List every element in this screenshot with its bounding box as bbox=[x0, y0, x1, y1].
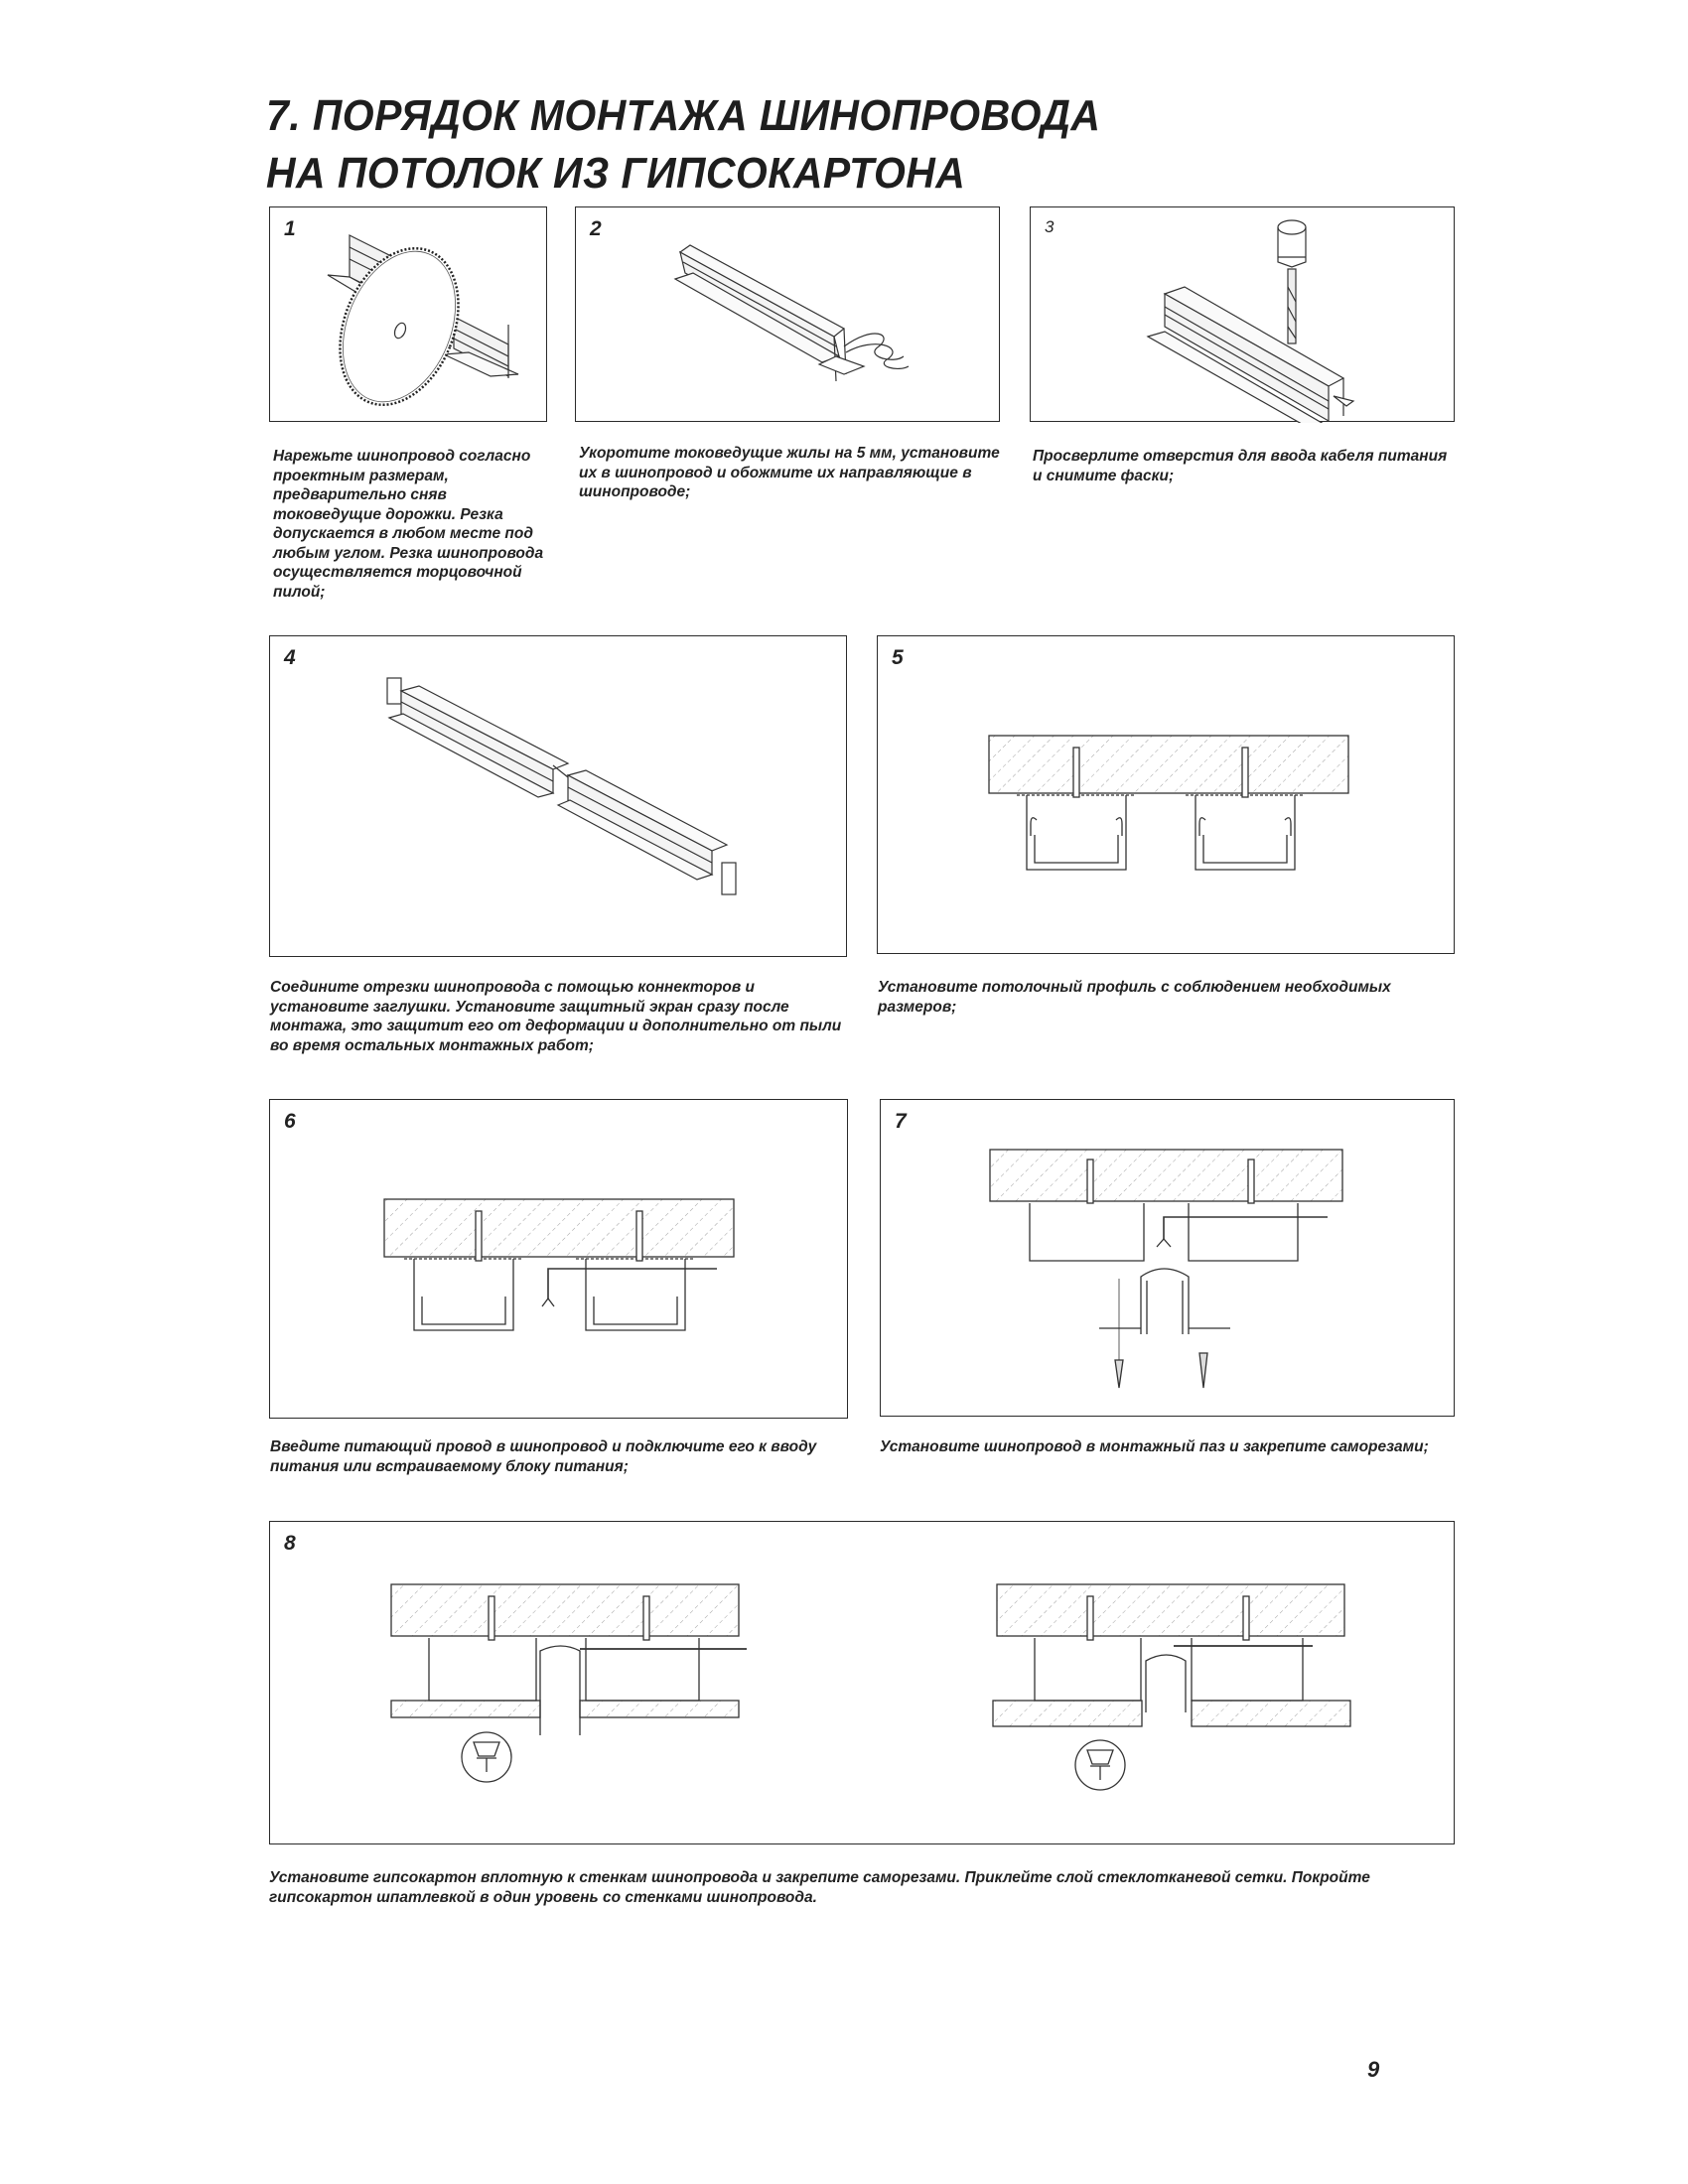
title-line-1: 7. ПОРЯДОК МОНТАЖА ШИНОПРОВОДА bbox=[266, 91, 1101, 140]
step-4-caption: Соедините отрезки шинопровода с помощью коннекторов и установите заглушки. Установите защитный экран сразу после монтажа, это защитит его от деформации и дополнительно от пыли во время остальных монтажных работ; bbox=[270, 979, 842, 1054]
step-7-caption: Установите шинопровод в монтажный паз и закрепите саморезами; bbox=[880, 1438, 1429, 1455]
page-number: 9 bbox=[1367, 2057, 1380, 2082]
step-number: 3 bbox=[1045, 217, 1055, 236]
step-number: 5 bbox=[892, 646, 904, 669]
step-2-caption: Укоротите токоведущие жилы на 5 мм, установите их в шинопровод и обожмите их направляющие в шинопроводе; bbox=[579, 445, 1000, 500]
step-number: 1 bbox=[284, 217, 296, 240]
connected-track-illustration bbox=[270, 636, 848, 958]
step-1-caption: Нарежьте шинопровод согласно проектным размерам, предварительно сняв токоведущие дорожки. Резка допускается в любом месте под любым углом. Резка шинопровода осуществляется торцовочной пилой; bbox=[273, 448, 544, 601]
drywall-finish-illustration bbox=[270, 1522, 1456, 1845]
step-6-caption: Введите питающий провод в шинопровод и подключите его к вводу питания или встраиваемому блоку питания; bbox=[270, 1438, 817, 1475]
step-3-figure bbox=[1030, 206, 1455, 422]
step-4-figure bbox=[269, 635, 847, 957]
step-2-figure bbox=[575, 206, 1000, 422]
title-line-2: НА ПОТОЛОК ИЗ ГИПСОКАРТОНА bbox=[266, 149, 966, 198]
drill-illustration bbox=[1031, 207, 1456, 423]
track-wires-illustration bbox=[576, 207, 1001, 423]
step-1-figure bbox=[269, 206, 547, 422]
step-number: 2 bbox=[590, 217, 602, 240]
track-insert-illustration bbox=[881, 1100, 1456, 1418]
power-wire-illustration bbox=[270, 1100, 849, 1420]
step-8-figure bbox=[269, 1521, 1455, 1844]
section-left bbox=[391, 1584, 747, 1782]
step-5-figure bbox=[877, 635, 1455, 954]
page-title bbox=[266, 87, 1100, 203]
step-3-caption: Просверлите отверстия для ввода кабеля питания и снимите фаски; bbox=[1033, 448, 1448, 484]
step-6-figure bbox=[269, 1099, 848, 1419]
step-number: 4 bbox=[284, 646, 296, 669]
step-number: 7 bbox=[895, 1110, 907, 1133]
step-8-caption: Установите гипсокартон вплотную к стенкам шинопровода и закрепите саморезами. Приклейте слой стеклотканевой сетки. Покройте гипсокартон шпатлевкой в один уровень со стенками шинопровода. bbox=[269, 1869, 1370, 1906]
step-number: 8 bbox=[284, 1532, 296, 1555]
step-number: 6 bbox=[284, 1110, 296, 1133]
section-right bbox=[993, 1584, 1350, 1790]
circular-saw-illustration bbox=[270, 207, 548, 423]
ceiling-profile-illustration bbox=[878, 636, 1456, 955]
step-7-figure bbox=[880, 1099, 1455, 1417]
step-5-caption: Установите потолочный профиль с соблюдением необходимых размеров; bbox=[878, 979, 1391, 1016]
